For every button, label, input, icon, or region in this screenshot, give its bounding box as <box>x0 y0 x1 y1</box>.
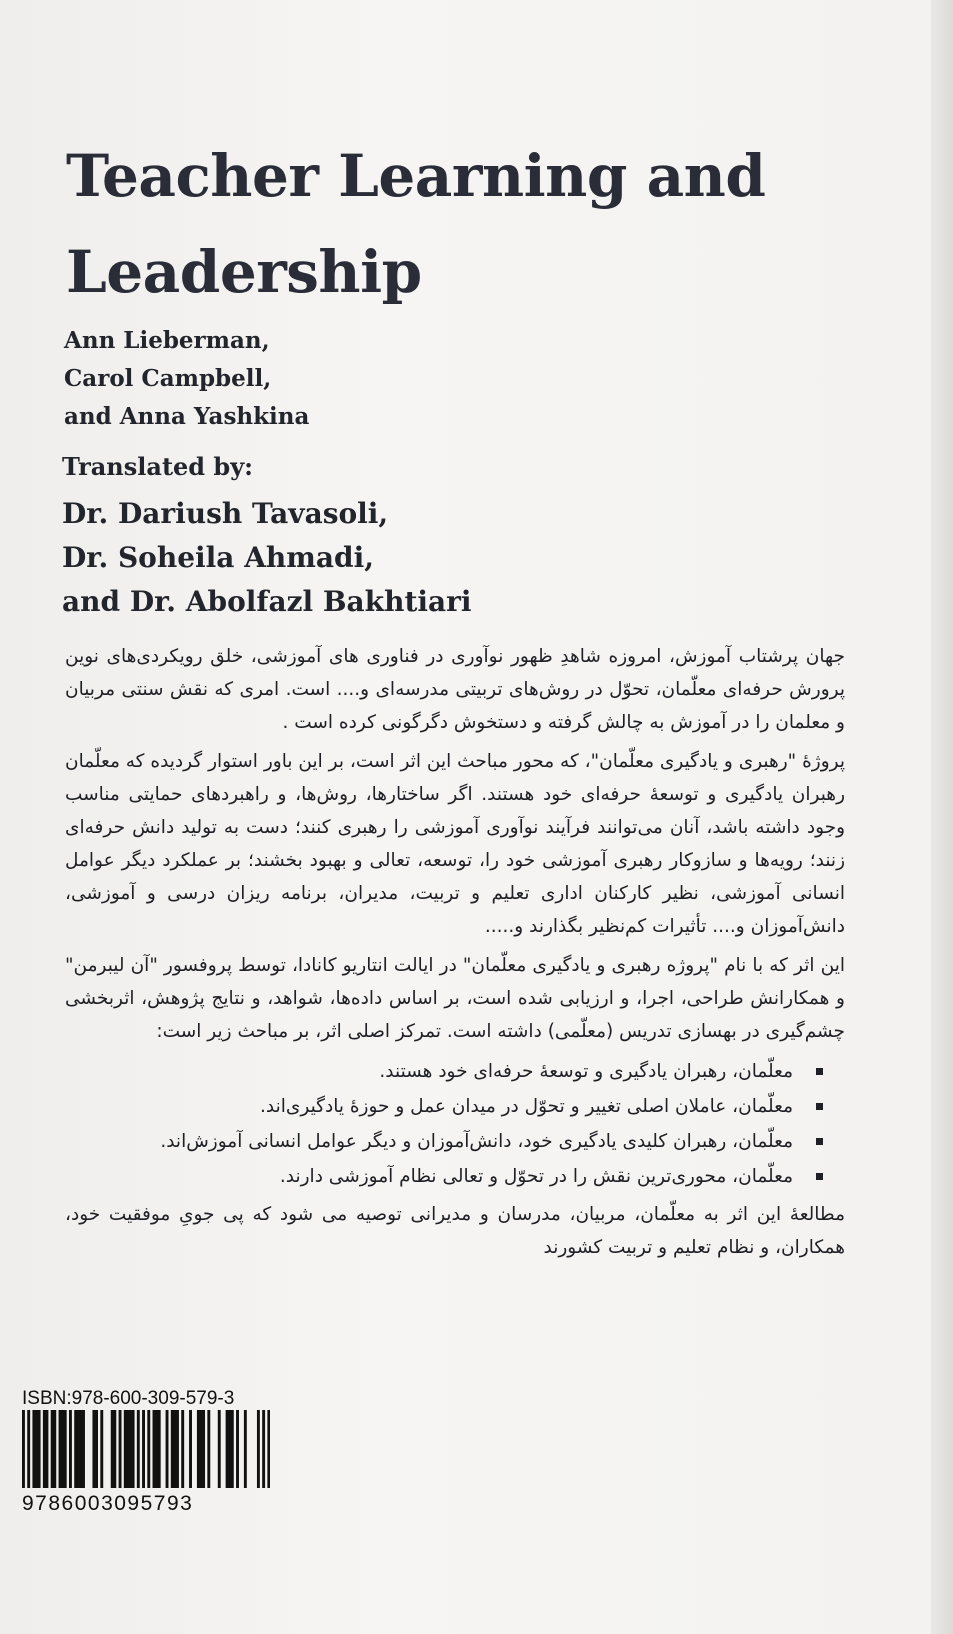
barcode-bar <box>189 1410 192 1488</box>
barcode <box>22 1410 270 1488</box>
focus-item-1 <box>65 1054 793 1089</box>
barcode-bar <box>207 1410 210 1488</box>
barcode-bar <box>35 1410 38 1488</box>
barcode-bar <box>244 1410 247 1488</box>
description-paragraph-1: جهان پرشتاب آموزش، امروزه شاهدِ ظهور نوآوری در فناوری های آموزشی، خلق رویکردی‌های نوین پرورش حرفه‌ای معلّمان، تحوّل در روش‌های تربیتی مدرسه‌ای و.... است. امری که نقش سنتی مربیان و معلمان را در آموزش به چالش گرفته و دستخوش دگرگونی کرده است . <box>65 646 845 733</box>
author-3: and Anna Yashkina <box>64 403 310 430</box>
author-1: Ann Lieberman, <box>64 327 270 354</box>
focus-item-3 <box>65 1124 793 1159</box>
barcode-bar <box>171 1410 174 1488</box>
square-bullet-icon <box>816 1173 823 1180</box>
barcode-bar <box>27 1410 30 1488</box>
barcode-bar <box>155 1410 158 1488</box>
barcode-bar <box>129 1410 132 1488</box>
square-bullet-icon <box>816 1138 823 1145</box>
barcode-bar <box>228 1410 231 1488</box>
barcode-bar <box>59 1410 62 1488</box>
barcode-bar <box>45 1410 48 1488</box>
barcode-bar <box>126 1410 129 1488</box>
barcode-bar <box>267 1410 270 1488</box>
barcode-bar <box>200 1410 203 1488</box>
book-description <box>65 640 845 1270</box>
focus-list <box>65 1054 845 1194</box>
barcode-bar <box>173 1410 176 1488</box>
barcode-bar <box>53 1410 56 1488</box>
focus-item-text: معلّمان، عاملان اصلی تغییر و تحوّل در میدان عمل و حوزهٔ یادگیری‌اند. <box>260 1096 793 1117</box>
author-2: Carol Campbell, <box>64 365 272 392</box>
barcode-bar <box>137 1410 140 1488</box>
cover-edge <box>931 0 953 1634</box>
barcode-bar <box>82 1410 85 1488</box>
description-closing: مطالعهٔ این اثر به معلّمان، مربیان، مدرسان و مدیرانی توصیه می شود که پی جویِ موفقیت خود، همکاران، و نظام تعلیم و تربیت کشورند <box>65 1204 845 1258</box>
barcode-bar <box>124 1410 127 1488</box>
barcode-bar <box>218 1410 221 1488</box>
barcode-bar <box>197 1410 200 1488</box>
barcode-bar <box>176 1410 179 1488</box>
barcode-bar <box>142 1410 145 1488</box>
focus-item-2 <box>65 1089 793 1124</box>
barcode-bar <box>231 1410 234 1488</box>
focus-item-text: معلّمان، رهبران کلیدی یادگیری خود، دانش‌آموزان و دیگر عوامل انسانی آموزش‌اند. <box>160 1131 793 1152</box>
authors <box>64 322 309 436</box>
barcode-bar <box>92 1410 95 1488</box>
barcode-bar <box>119 1410 122 1488</box>
translator-3: and Dr. Abolfazl Bakhtiari <box>62 585 472 618</box>
barcode-bar <box>262 1410 265 1488</box>
translators <box>62 492 472 624</box>
barcode-bar <box>79 1410 82 1488</box>
barcode-bar <box>61 1410 64 1488</box>
barcode-bar <box>100 1410 103 1488</box>
book-title-line-1: Teacher Learning and <box>66 142 766 210</box>
barcode-bar <box>64 1410 67 1488</box>
book-title <box>66 128 786 320</box>
focus-item-4 <box>65 1159 793 1194</box>
description-paragraph-3: این اثر که با نام "پروژه رهبری و یادگیری معلّمان" در ایالت انتاریو کانادا، توسط پروفسور "آن لیبرمن" و همکارانش طراحی، اجرا، و ارزیابی شده است، بر اساس داده‌ها، شواهد، و نتایج پژوهش، اثربخشی چشم‌گیری در بهسازی تدریس (معلّمی) داشته است. تمرکز اصلی اثر، بر مباحث زیر است: <box>65 955 845 1042</box>
barcode-bar <box>69 1410 72 1488</box>
barcode-bar <box>226 1410 229 1488</box>
barcode-digits: 9786003095793 <box>22 1492 194 1515</box>
barcode-bar <box>51 1410 54 1488</box>
barcode-graphic <box>22 1410 270 1488</box>
barcode-bar <box>257 1410 260 1488</box>
barcode-bar <box>153 1410 156 1488</box>
barcode-bar <box>95 1410 98 1488</box>
barcode-bar <box>236 1410 239 1488</box>
barcode-bar <box>166 1410 169 1488</box>
isbn-label: ISBN:978-600-309-579-3 <box>22 1388 235 1409</box>
barcode-bar <box>132 1410 135 1488</box>
barcode-bar <box>113 1410 116 1488</box>
translator-2: Dr. Soheila Ahmadi, <box>62 541 375 574</box>
book-title-line-2: Leadership <box>66 238 422 306</box>
barcode-bar <box>147 1410 150 1488</box>
barcode-bar <box>22 1410 25 1488</box>
barcode-bar <box>43 1410 46 1488</box>
barcode-bar <box>158 1410 161 1488</box>
barcode-bar <box>181 1410 184 1488</box>
barcode-bar <box>32 1410 35 1488</box>
translator-1: Dr. Dariush Tavasoli, <box>62 497 389 530</box>
barcode-bar <box>74 1410 77 1488</box>
focus-item-text: معلّمان، رهبران یادگیری و توسعهٔ حرفه‌ای خود هستند. <box>379 1061 793 1082</box>
focus-item-text: معلّمان، محوری‌ترین نقش را در تحوّل و تعالی نظام آموزشی دارند. <box>279 1166 793 1187</box>
barcode-bar <box>111 1410 114 1488</box>
translated-by-label: Translated by: <box>62 452 254 481</box>
description-paragraph-2: پروژهٔ "رهبری و یادگیری معلّمان"، که محور مباحث این اثر است، بر این باور استوار گردیده که معلّمان رهبران یادگیری و توسعهٔ حرفه‌ای خود هستند. اگر ساختارها، روش‌ها، و راهبردهای حمایتی مناسب وجود داشته باشد، آنان می‌توانند فرآیند نوآوری آموزشی را رهبری کنند؛ دست به تولید دانش حرفه‌ای زنند؛ رویه‌ها و سازوکار رهبری آموزشی خود را، توسعه، تعالی و بهبود بخشند؛ بر عملکرد دیگر عوامل انسانی آموزشی، نظیر کارکنان اداری تعلیم و تربیت، مدیران، برنامه ریزان درسی و آموزشی، دانش‌آموزان و.... تأثیرات کم‌نظیر بگذارند و..... <box>65 751 845 937</box>
square-bullet-icon <box>816 1068 823 1075</box>
square-bullet-icon <box>816 1103 823 1110</box>
barcode-bar <box>77 1410 80 1488</box>
barcode-bar <box>38 1410 41 1488</box>
barcode-bar <box>202 1410 205 1488</box>
